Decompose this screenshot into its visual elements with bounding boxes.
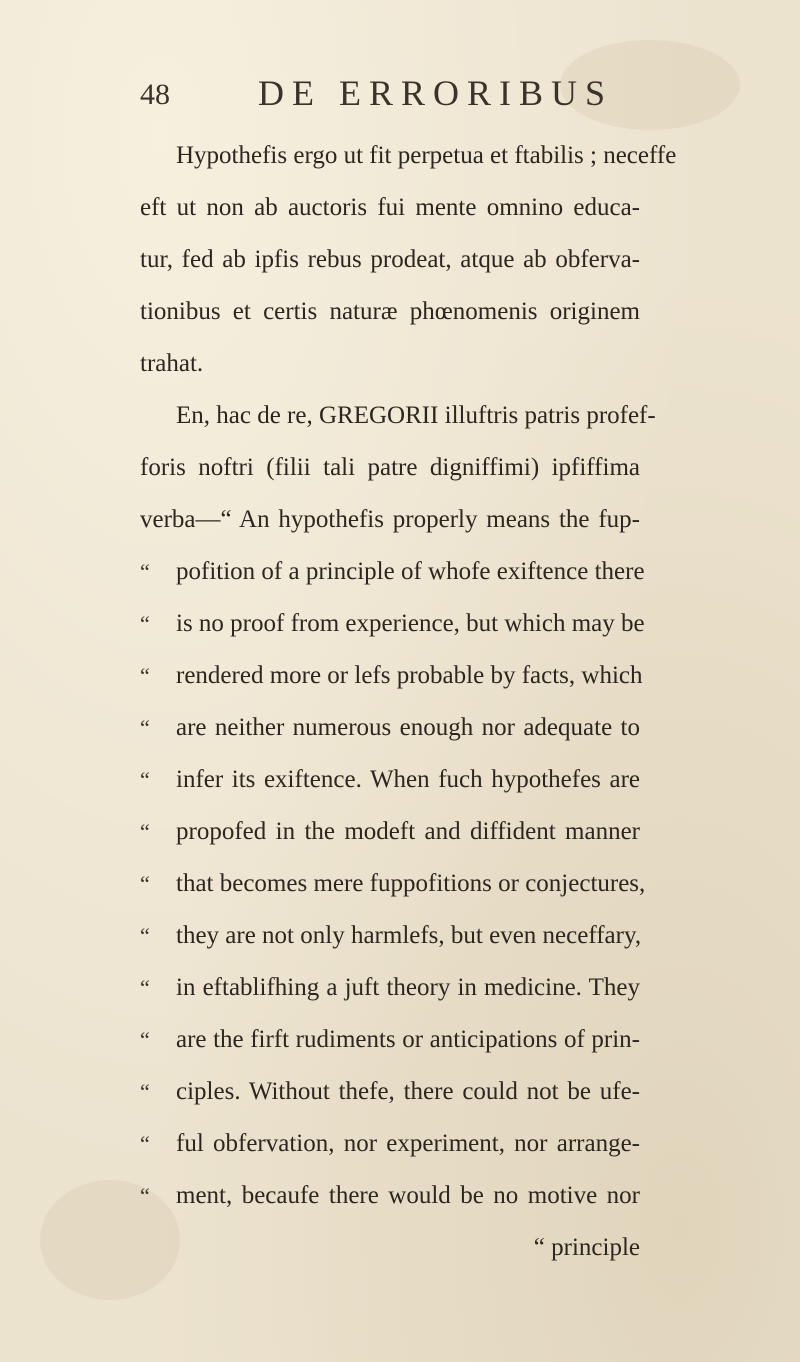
quoted-text: they are not only harmlefs, but even neceffary, (176, 922, 642, 949)
quote-mark: “ (140, 611, 150, 636)
quote-mark: “ (140, 923, 150, 948)
quoted-line (140, 910, 640, 962)
catchword: “ principle (533, 1234, 640, 1261)
quote-mark: “ (140, 559, 150, 584)
quoted-text: that becomes mere fuppofitions or conjectures, (176, 870, 646, 897)
quoted-text: is no proof from experience, but which may be (176, 610, 645, 637)
quoted-text: are neither numerous enough nor adequate to (176, 714, 640, 741)
quoted-line (140, 754, 640, 806)
quoted-line (140, 1066, 640, 1118)
quoted-text: in eftablifhing a juft theory in medicine. They (176, 974, 640, 1001)
quoted-line (140, 702, 640, 754)
quoted-line (140, 598, 645, 650)
text-line: tionibus et certis naturæ phœnomenis originem (140, 298, 640, 325)
quoted-text: propofed in the modeft and diffident manner (176, 818, 640, 845)
quoted-text: rendered more or lefs probable by facts, which (176, 662, 643, 689)
quoted-text: are the firft rudiments or anticipations of prin- (176, 1026, 640, 1053)
text-line: foris noftri (filii tali patre digniffimi) ipfiffima (140, 454, 640, 481)
quoted-line (140, 806, 640, 858)
quote-mark: “ (140, 975, 150, 1000)
quote-mark: “ (140, 871, 150, 896)
quote-mark: “ (140, 1131, 150, 1156)
body-text (140, 130, 677, 1274)
running-title: DE ERRORIBUS (258, 73, 614, 113)
quoted-line (140, 546, 645, 598)
quoted-text: infer its exiftence. When fuch hypothefes are (176, 766, 640, 793)
quote-mark: “ (140, 1079, 150, 1104)
quoted-text: ciples. Without thefe, there could not be ufe- (176, 1078, 640, 1105)
quoted-line (140, 858, 646, 910)
quoted-line (140, 1170, 640, 1222)
quoted-line (140, 962, 640, 1014)
quote-mark: “ (140, 819, 150, 844)
text-line: Hypothefis ergo ut fit perpetua et ftabilis ; neceffe (176, 142, 677, 169)
quoted-text: pofition of a principle of whofe exiftence there (176, 558, 645, 585)
quote-mark: “ (140, 715, 150, 740)
quote-mark: “ (140, 767, 150, 792)
text-line: verba—“ An hypothefis properly means the fup- (140, 506, 640, 533)
text-line: trahat. (140, 350, 204, 377)
text-line: eft ut non ab auctoris fui mente omnino educa- (140, 194, 640, 221)
quoted-line (140, 650, 643, 702)
quote-mark: “ (140, 663, 150, 688)
quote-mark: “ (140, 1183, 150, 1208)
quoted-text: ful obfervation, nor experiment, nor arrange- (176, 1130, 640, 1157)
text-line: tur, fed ab ipfis rebus prodeat, atque ab obferva- (140, 246, 640, 273)
quoted-line (140, 1014, 640, 1066)
quoted-text: ment, becaufe there would be no motive nor (176, 1182, 640, 1209)
running-head (140, 72, 740, 122)
text-line: En, hac de re, GREGORII illuftris patris profef- (176, 402, 656, 429)
page-number: 48 (140, 78, 170, 111)
quote-mark: “ (140, 1027, 150, 1052)
quoted-line (140, 1118, 640, 1170)
